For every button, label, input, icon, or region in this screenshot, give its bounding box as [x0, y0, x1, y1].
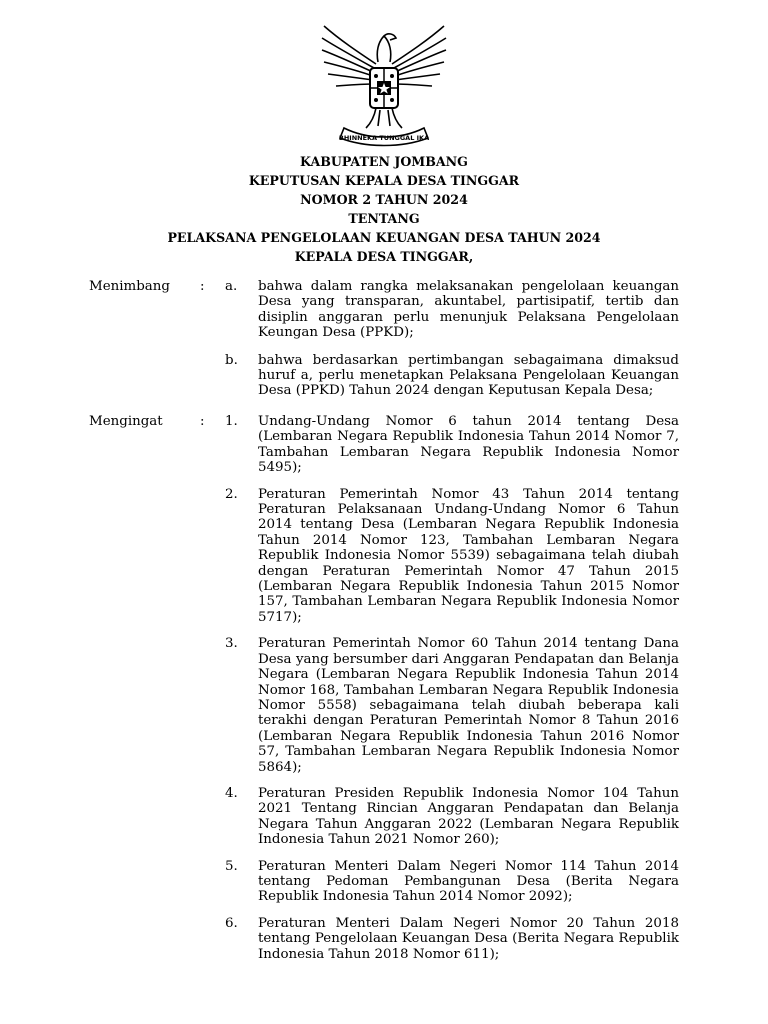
emblem-motto: BHINNEKA TUNGGAL IKA: [338, 134, 430, 142]
mengingat-item: [89, 414, 689, 476]
menimbang-label: Menimbang: [89, 279, 170, 294]
decree-number: NOMOR 2 TAHUN 2024: [300, 192, 468, 207]
menimbang-section: [89, 279, 689, 399]
mengingat-item: [89, 916, 689, 962]
about-label: TENTANG: [348, 211, 420, 226]
garuda-emblem-icon: [318, 22, 450, 150]
item-marker: 4.: [225, 785, 238, 801]
item-text: Peraturan Menteri Dalam Negeri Nomor 20 Tahun 2018 tentang Pengelolaan Keuangan Desa (Berita Negara Republik Indonesia Tahun 2018 Nomor 611);: [258, 915, 679, 962]
mengingat-section: [89, 414, 689, 962]
item-marker: 2.: [225, 486, 238, 502]
mengingat-item: [89, 859, 689, 905]
item-text: Peraturan Presiden Republik Indonesia Nomor 104 Tahun 2021 Tentang Rincian Anggaran Pendapatan dan Belanja Negara Tahun Anggaran 2022 (Lembaran Negara Republik Indonesia Tahun 2021 Nomor 260);: [258, 785, 679, 848]
item-text: Peraturan Pemerintah Nomor 60 Tahun 2014 tentang Dana Desa yang bersumber dari Anggaran Pendapatan dan Belanja Negara (Lembaran Negara Republik Indonesia Tahun 2014 Nomor 168, Tambahan Lembaran Negara Republik Indonesia Nomor 5558) sebagaimana telah diubah beberapa kali terakhi dengan Peraturan Pemerintah Nomor 8 Tahun 2016 (Lembaran Negara Republik Indonesia Tahun 2016 Nomor 57, Tambahan Lembaran Negara Republik Indonesia Nomor 5864);: [258, 636, 679, 775]
mengingat-colon: :: [200, 414, 205, 429]
mengingat-item: [89, 487, 689, 626]
menimbang-colon: :: [200, 279, 205, 294]
item-text: Peraturan Menteri Dalam Negeri Nomor 114 Tahun 2014 tentang Pedoman Pembangunan Desa (Berita Negara Republik Indonesia Tahun 2014 Nomor 2092);: [258, 858, 679, 905]
menimbang-item: [89, 279, 689, 341]
item-text: Peraturan Pemerintah Nomor 43 Tahun 2014 tentang Peraturan Pelaksanaan Undang-Undang Nomor 6 Tahun 2014 tentang Desa (Lembaran Negara Republik Indonesia Tahun 2014 Nomor 123, Tambahan Lembaran Negara Republik Indonesia Nomor 5539) sebagaimana telah diubah dengan Peraturan Pemerintah Nomor 47 Tahun 2015 (Lembaran Negara Republik Indonesia Tahun 2015 Nomor 157, Tambahan Lembaran Negara Republik Indonesia Nomor 5717);: [258, 486, 679, 625]
decree-title: KEPUTUSAN KEPALA DESA TINGGAR: [248, 173, 520, 188]
item-marker: 5.: [225, 858, 238, 874]
mengingat-item: [89, 786, 689, 848]
item-text: bahwa berdasarkan pertimbangan sebagaimana dimaksud huruf a, perlu menetapkan Pelaksana Pengelolaan Keuangan Desa (PPKD) Tahun 2024 dengan Keputusan Kepala Desa;: [258, 352, 679, 399]
item-marker: b.: [225, 352, 238, 368]
item-text: bahwa dalam rangka melaksanakan pengelolaan keuangan Desa yang transparan, akuntabel, partisipatif, tertib dan disiplin anggaran perlu menunjuk Pelaksana Pengelolaan Keungan Desa (PPKD);: [258, 279, 679, 341]
mengingat-item: [89, 636, 689, 775]
document-heading: [0, 152, 768, 266]
item-marker: 3.: [225, 636, 238, 652]
item-marker: 1.: [225, 414, 238, 429]
item-marker: 6.: [225, 915, 238, 931]
menimbang-item: [89, 353, 689, 399]
decree-subject: PELAKSANA PENGELOLAAN KEUANGAN DESA TAHUN 2024: [167, 230, 601, 245]
item-text: Undang-Undang Nomor 6 tahun 2014 tentang Desa (Lembaran Negara Republik Indonesia Tahun 2014 Nomor 7, Tambahan Lembaran Negara Republik Indonesia Nomor 5495);: [258, 414, 679, 476]
regency-title: KABUPATEN JOMBANG: [300, 154, 468, 169]
issuer-line: KEPALA DESA TINGGAR,: [294, 249, 474, 264]
mengingat-label: Mengingat: [89, 414, 163, 429]
item-marker: a.: [225, 279, 238, 294]
